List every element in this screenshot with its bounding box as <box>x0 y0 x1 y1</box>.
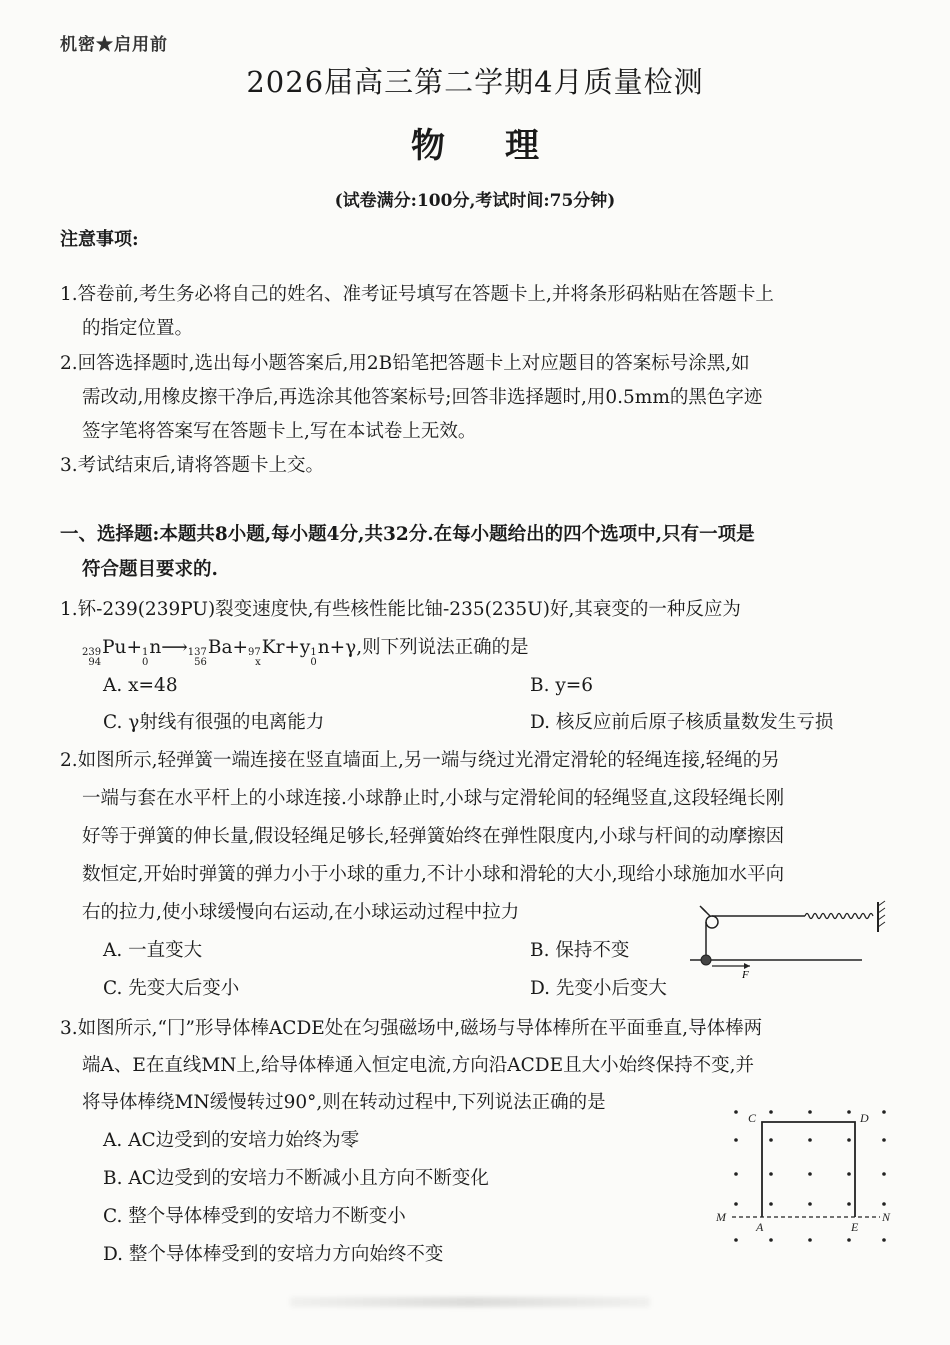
note-line: 2.回答选择题时,选出每小题答案后,用2B铅笔把答题卡上对应题目的答案标号涂黑,如 <box>60 353 750 374</box>
q2-stem: 一端与套在水平杆上的小球连接.小球静止时,小球与定滑轮间的轻绳竖直,这段轻绳长刚 <box>82 788 785 809</box>
note-line: 1.答卷前,考生务必将自己的姓名、准考证号填写在答题卡上,并将条形码粘贴在答题卡上 <box>60 284 774 305</box>
label-d: D <box>860 1111 869 1125</box>
q2-stem: 2.如图所示,轻弹簧一端连接在竖直墙面上,另一端与绕过光滑定滑轮的轻绳连接,轻绳的另 <box>60 750 780 771</box>
conductor-acde <box>762 1122 855 1217</box>
q1-option-b[interactable]: B. y=6 <box>530 675 594 696</box>
notes-heading: 注意事项: <box>60 229 139 250</box>
note-line: 需改动,用橡皮擦干净后,再选涂其他答案标号;回答非选择题时,用0.5mm的黑色字迹 <box>82 387 763 408</box>
q1-stem: 1.钚-239(239PU)裂变速度快,有些核性能比铀-235(235U)好,其衰变的一种反应为 <box>60 599 741 620</box>
force-label: F <box>742 969 749 981</box>
q3-option-d[interactable]: D. 整个导体棒受到的安培力方向始终不变 <box>103 1244 444 1265</box>
section-heading-cont: 符合题目要求的. <box>82 559 218 580</box>
note-line: 的指定位置。 <box>82 318 194 339</box>
pulley <box>706 916 718 928</box>
q3-option-a[interactable]: A. AC边受到的安培力始终为零 <box>103 1130 360 1151</box>
note-line: 签字笔将答案写在答题卡上,写在本试卷上无效。 <box>82 421 477 442</box>
note-line: 3.考试结束后,请将答题卡上交。 <box>60 455 325 476</box>
q2-stem: 右的拉力,使小球缓慢向右运动,在小球运动过程中拉力 <box>82 902 520 923</box>
subject-title: 物理 <box>411 126 599 166</box>
q3-option-c[interactable]: C. 整个导体棒受到的安培力不断变小 <box>103 1206 406 1227</box>
q1-equation: 239 94 Pu+ 1 0 n⟶ 137 56 Ba+ 97 x Kr+y 1 0 n+γ,则下列说法正确的是 <box>82 637 529 668</box>
spring <box>805 914 873 919</box>
q1-option-c[interactable]: C. γ射线有很强的电离能力 <box>103 712 325 733</box>
q2-option-d[interactable]: D. 先变小后变大 <box>530 978 667 999</box>
q2-option-c[interactable]: C. 先变大后变小 <box>103 978 240 999</box>
label-c: C <box>748 1111 757 1125</box>
q2-option-b[interactable]: B. 保持不变 <box>530 940 630 961</box>
exam-info: (试卷满分:100分,考试时间:75分钟) <box>334 191 616 211</box>
section-heading: 一、选择题:本题共8小题,每小题4分,共32分.在每小题给出的四个选项中,只有一项是 <box>60 524 755 545</box>
label-m: M <box>716 1210 726 1224</box>
q3-stem: 3.如图所示,“冂”形导体棒ACDE处在匀强磁场中,磁场与导体棒所在平面垂直,导体棒两 <box>60 1018 763 1039</box>
q3-stem: 将导体棒绕MN缓慢转过90°,则在转动过程中,下列说法正确的是 <box>82 1092 606 1113</box>
q3-stem: 端A、E在直线MN上,给导体棒通入恒定电流,方向沿ACDE且大小始终保持不变,并 <box>82 1055 754 1076</box>
q1-option-d[interactable]: D. 核反应前后原子核质量数发生亏损 <box>530 712 834 733</box>
magnetic-field-figure <box>712 1100 897 1250</box>
label-a: A <box>756 1220 764 1234</box>
page-footer-smudge <box>290 1297 650 1307</box>
q2-stem: 数恒定,开始时弹簧的弹力小于小球的重力,不计小球和滑轮的大小,现给小球施加水平向 <box>82 864 785 885</box>
spring-pulley-figure <box>690 898 900 982</box>
ball <box>701 955 711 965</box>
q1-stem-tail: ,则下列说法正确的是 <box>356 637 529 658</box>
q2-option-a[interactable]: A. 一直变大 <box>103 940 203 961</box>
q1-option-a[interactable]: A. x=48 <box>103 675 178 696</box>
exam-title: 2026届高三第二学期4月质量检测 <box>246 65 704 99</box>
q3-option-b[interactable]: B. AC边受到的安培力不断减小且方向不断变化 <box>103 1168 489 1189</box>
label-e: E <box>851 1220 859 1234</box>
confidential-mark: 机密★启用前 <box>60 35 168 55</box>
label-n: N <box>882 1210 891 1224</box>
q2-stem: 好等于弹簧的伸长量,假设轻绳足够长,轻弹簧始终在弹性限度内,小球与杆间的动摩擦因 <box>82 826 785 847</box>
